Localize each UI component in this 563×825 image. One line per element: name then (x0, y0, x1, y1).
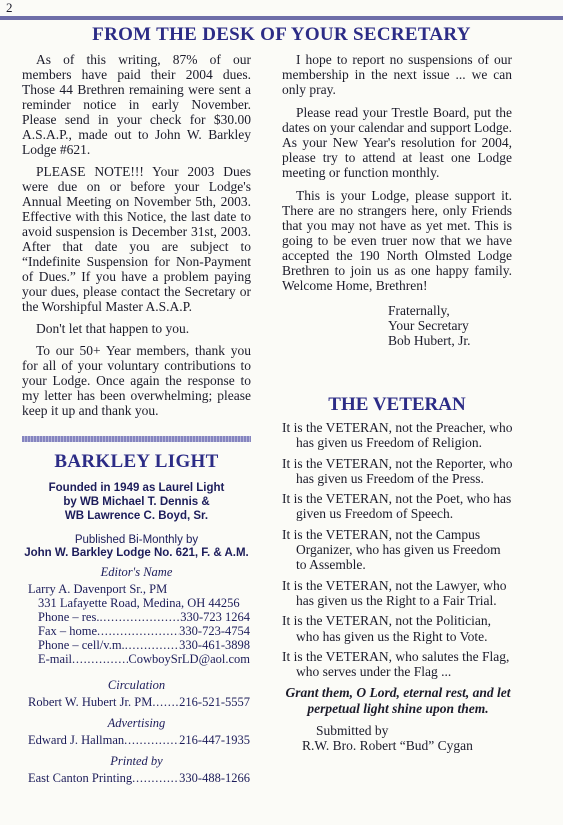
poem-line: It is the VETERAN, not the Preacher, who has given us Freedom of Religion. (282, 420, 513, 451)
editor-heading: Editor's Name (100, 565, 173, 579)
paragraph: As of this writing, 87% of our members have paid their 2004 dues. Those 44 Brethren remaining were sent a reminder notice in early November. Please send in your check for $30.00 A.S.A.P., made out to John W. Barkley Lodge #621. (22, 52, 251, 157)
editor-name: Larry A. Davenport Sr., PM (28, 582, 168, 596)
veteran-title: THE VETERAN (328, 394, 466, 415)
veteran-poem (282, 420, 514, 753)
poem-line: It is the VETERAN, not the Reporter, who has given us Freedom of the Press. (282, 455, 513, 486)
founded-line: Founded in 1949 as Laurel Light (48, 482, 225, 494)
poem-line: It is the VETERAN, who salutes the Flag, who serves under the Flag ... (282, 648, 510, 680)
top-rule (0, 16, 563, 20)
editor-contact (28, 582, 250, 666)
founded-line: WB Lawrence C. Boyd, Sr. (64, 510, 209, 522)
masthead-title: BARKLEY LIGHT (54, 451, 219, 472)
masthead-divider (22, 436, 251, 442)
page-number: 2 (6, 0, 13, 15)
founded-note (22, 481, 251, 523)
secretary-left-column (22, 52, 251, 418)
published-line: Published Bi-Monthly by (74, 534, 199, 546)
email-row: E-mail . . . CowboySrLD@aol.com (28, 652, 250, 666)
paragraph: I hope to report no suspensions of our membership in the next issue ... we can only pray. (282, 52, 512, 97)
fax-row: Fax – home . . . 330-723-4754 (28, 624, 250, 638)
founded-line: by WB Michael T. Dennis & (63, 496, 210, 508)
paragraph: Don't let that happen to you. (36, 321, 190, 336)
circulation-heading: Circulation (107, 678, 166, 692)
poem-line: It is the VETERAN, not the Poet, who has given us Freedom of Speech. (282, 491, 512, 522)
paragraph: This is your Lodge, please support it. There are no strangers here, only Friends that you may not have as yet met. This is going to be even truer now that we have accepted the 190 North Olmsted Lodge Brethren to join us as one happy family. Welcome Home, Brethren! (282, 188, 512, 293)
submitter-name: R.W. Bro. Robert “Bud” Cygan (302, 738, 473, 754)
signature-title: Your Secretary (388, 318, 469, 333)
printed-heading: Printed by (110, 754, 163, 768)
signature-closing: Fraternally, (388, 303, 450, 318)
poem-line: It is the VETERAN, not the Campus Organizer, who has given us Freedom to Assemble. (282, 526, 501, 573)
advertising-row: Edward J. Hallman . . . 216-447-1935 (28, 733, 250, 747)
circulation-row: Robert W. Hubert Jr. PM . . . 216-521-5557 (28, 695, 250, 709)
lodge-name: John W. Barkley Lodge No. 621, F. & A.M. (24, 547, 249, 559)
paragraph: Please read your Trestle Board, put the dates on your calendar and support Lodge. As your New Year's resolution for 2004, please try to attend at least one Lodge meeting or function monthly. (282, 105, 512, 180)
phone-res-row: Phone – res. . . . 330-723 1264 (28, 610, 250, 624)
prayer: Grant them, O Lord, eternal rest, and let perpetual light shine upon them. (285, 685, 511, 716)
signature (388, 303, 512, 348)
publisher-note (22, 534, 251, 560)
paragraph: PLEASE NOTE!!! Your 2003 Dues were due on or before your Lodge's Annual Meeting on November 5th, 2003. Effective with this Notice, the last date to avoid suspension is December 31st, 2003. After that date you are subject to “Indefinite Suspension for Non-Payment of Dues.” If you have a problem paying your dues, please contact the Secretary or the Worshipful Master A.S.A.P. (22, 164, 251, 314)
secretary-title: FROM THE DESK OF YOUR SECRETARY (92, 24, 471, 45)
signature-name: Bob Hubert, Jr. (388, 333, 471, 348)
editor-address: 331 Lafayette Road, Medina, OH 44256 (38, 596, 240, 610)
advertising-heading: Advertising (107, 716, 166, 730)
submitted-by: Submitted by (316, 723, 389, 739)
cell-row: Phone – cell/v.m. . . . 330-461-3898 (28, 638, 250, 652)
printer-row: East Canton Printing . . . 330-488-1266 (28, 771, 250, 785)
poem-line: It is the VETERAN, not the Lawyer, who has given us the Right to a Fair Trial. (282, 577, 507, 608)
paragraph: To our 50+ Year members, thank you for all of your voluntary contributions to your Lodge. Once again the response to my letter has been overwhelming; please keep it up and thank you. (22, 343, 251, 418)
secretary-right-column (282, 52, 512, 348)
poem-line: It is the VETERAN, not the Politician, who has given us the Right to Vote. (282, 613, 491, 644)
